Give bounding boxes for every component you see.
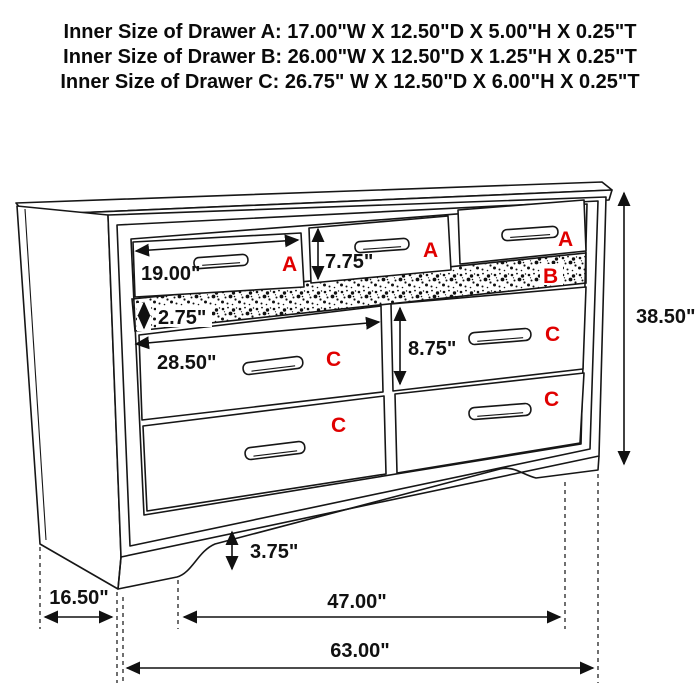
inner-size-drawer-a: Inner Size of Drawer A: 17.00"W X 12.50"D X 5.00"H X 0.25"T [63, 21, 637, 43]
inner-size-drawer-c: Inner Size of Drawer C: 26.75" W X 12.50"D X 6.00"H X 0.25"T [60, 71, 640, 93]
drawer-a-middle-label: A [423, 239, 439, 262]
drawer-c-left-2-label: C [331, 414, 347, 437]
drawer-a-right-label: A [558, 228, 574, 251]
drawer-c-right-2-label: C [544, 388, 560, 411]
dim-side-depth [45, 587, 112, 617]
dresser [16, 182, 612, 589]
dim-overall-width [127, 640, 593, 668]
glitter-band-b-label: B [543, 265, 559, 288]
dresser-left-side-panel [17, 206, 121, 589]
dim-overall-height [624, 193, 696, 464]
dim-value: 16.50" [49, 587, 109, 609]
dim-value: 19.00" [141, 263, 201, 285]
dim-value: 2.75" [158, 307, 207, 329]
dim-value: 63.00" [330, 640, 390, 662]
dim-foot-span [184, 591, 560, 617]
drawer-c-right-1-label: C [545, 323, 561, 346]
dim-b-row-height [137, 303, 212, 331]
dim-value: 28.50" [157, 352, 217, 374]
inner-size-drawer-b: Inner Size of Drawer B: 26.00"W X 12.50"D X 1.25"H X 0.25"T [63, 46, 637, 68]
drawer-c-left-1-label: C [326, 348, 342, 371]
drawer-a-left-label: A [282, 253, 298, 276]
dim-value: 47.00" [327, 591, 387, 613]
dim-value: 3.75" [250, 541, 299, 563]
dim-value: 8.75" [408, 338, 457, 360]
dim-value: 7.75" [325, 251, 374, 273]
dim-value: 38.50" [636, 306, 696, 328]
